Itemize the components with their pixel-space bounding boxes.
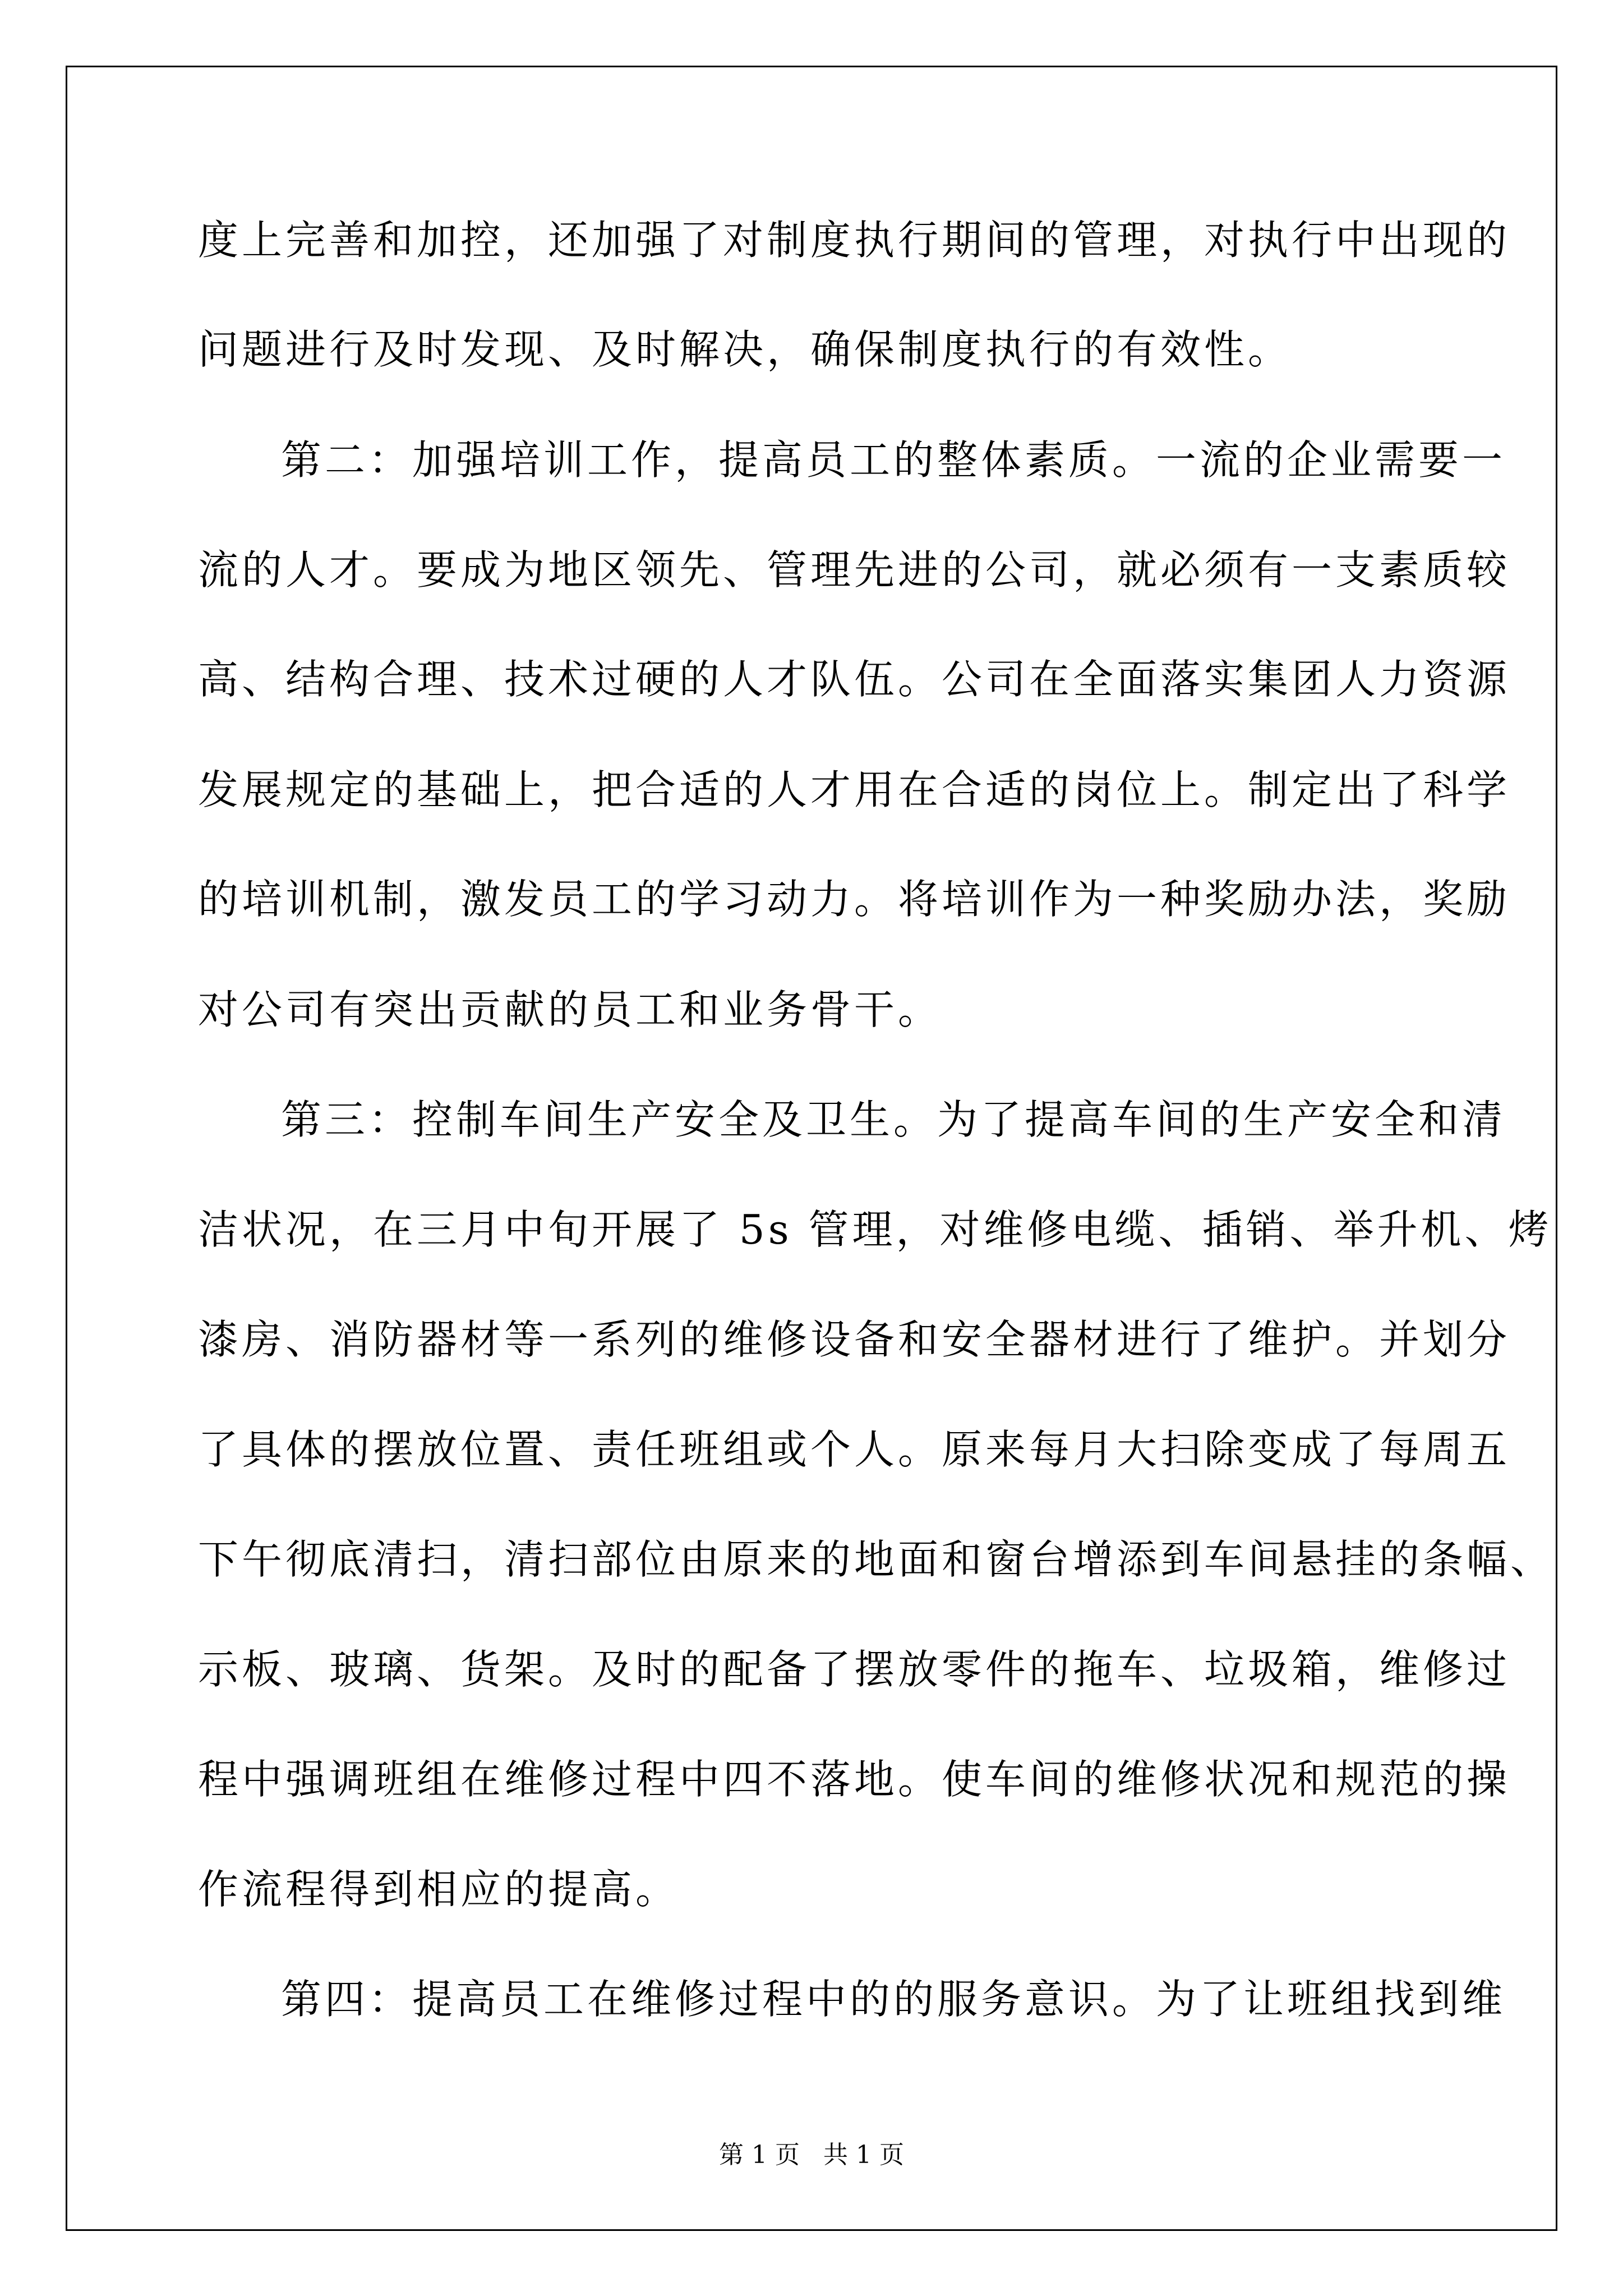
text-line: 流的人才。要成为地区领先、管理先进的公司，就必须有一支素质较 <box>198 546 1511 593</box>
paragraph-start-line: 第二：加强培训工作，提高员工的整体素质。一流的企业需要一 <box>281 436 1506 484</box>
text-line: 程中强调班组在维修过程中四不落地。使车间的维修状况和规范的操 <box>198 1756 1511 1803</box>
text-line: 作流程得到相应的提高。 <box>198 1866 680 1913</box>
text-line: 示板、玻璃、货架。及时的配备了摆放零件的拖车、垃圾箱，维修过 <box>198 1646 1511 1693</box>
text-line: 高、结构合理、技术过硬的人才队伍。公司在全面落实集团人力资源 <box>198 656 1511 703</box>
text-line: 的培训机制，激发员工的学习动力。将培训作为一种奖励办法，奖励 <box>198 876 1511 923</box>
text-line: 问题进行及时发现、及时解决，确保制度执行的有效性。 <box>198 326 1292 373</box>
page-number-footer: 第 1 页 共 1 页 <box>719 2141 904 2169</box>
text-line: 了具体的摆放位置、责任班组或个人。原来每月大扫除变成了每周五 <box>198 1426 1511 1473</box>
text-line: 漆房、消防器材等一系列的维修设备和安全器材进行了维护。并划分 <box>198 1316 1511 1363</box>
text-line: 对公司有突出贡献的员工和业务骨干。 <box>198 986 942 1033</box>
paragraph-start-line: 第四：提高员工在维修过程中的的服务意识。为了让班组找到维 <box>281 1976 1506 2023</box>
paragraph-start-line: 第三：控制车间生产安全及卫生。为了提高车间的生产安全和清 <box>281 1096 1506 1143</box>
text-line: 度上完善和加控，还加强了对制度执行期间的管理，对执行中出现的 <box>198 217 1511 264</box>
text-line: 发展规定的基础上，把合适的人才用在合适的岗位上。制定出了科学 <box>198 766 1511 813</box>
text-line: 下午彻底清扫，清扫部位由原来的地面和窗台增添到车间悬挂的条幅、 <box>198 1536 1555 1583</box>
text-line: 洁状况，在三月中旬开展了 5s 管理，对维修电缆、插销、举升机、烤 <box>198 1206 1552 1253</box>
